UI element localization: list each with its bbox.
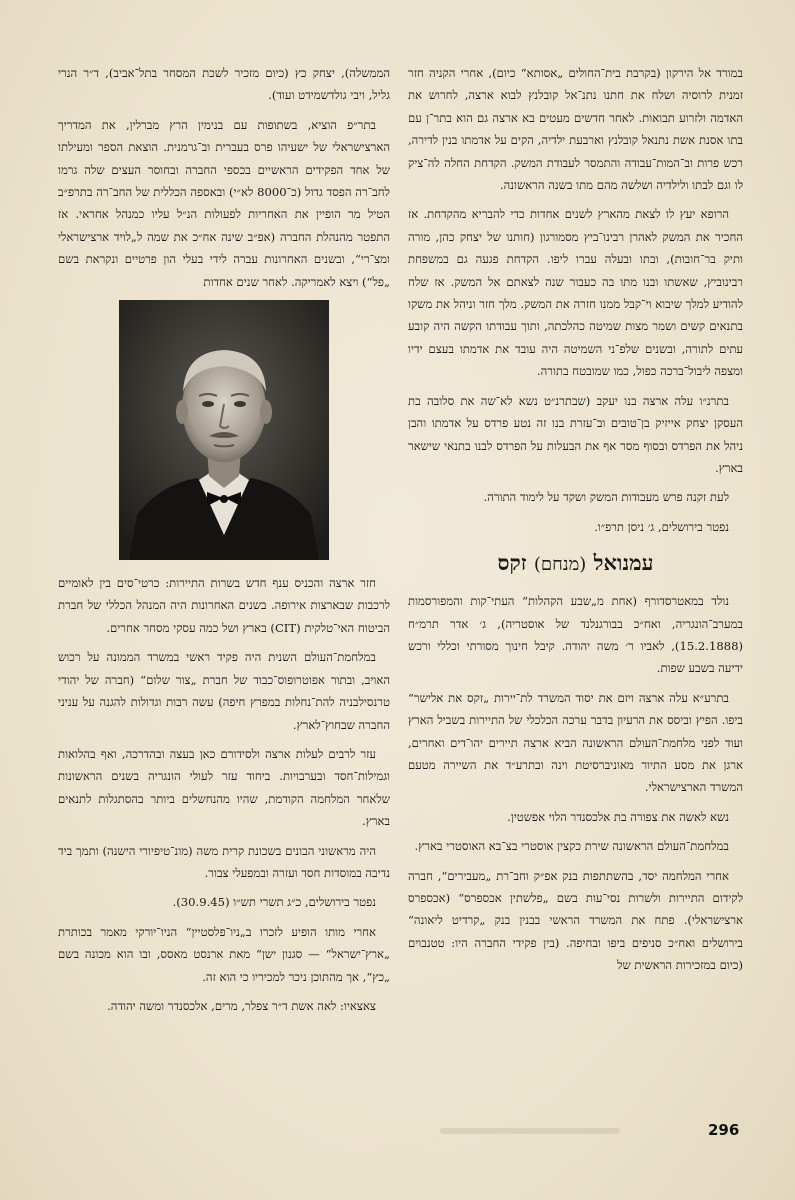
bio-surname: זקס xyxy=(497,550,527,576)
paragraph: הרופא יעץ לו לצאת מהארץ לשנים אחדות כדי להבריא מהקדחת. אז החכיר את המשק לאהרן רבינו־ביץ מסמורגון (חותנו של יצחק כהן, מורה ותיק בר־חובות), ובתו ובעלה עברו ליפו. הקדחת פגעה גם במשפחת רבינוביץ, שאשתו ובנו מתו בה כעבור שנה לצאתם אל המשק. אז שלח להודיע למלך שיבוא וי־קבל ממנו חזרה את המשק. מלך חזר וניהל את משקו בתנאים קשים ושמר מצות שמיטה כהלכתה, ותוך עבודתו הקשה היה קובע עתים לתורה, ובשנים שלפ־ני השמיטה היה עובד את אדמתו בעצם ידיו ומצפה ליבול־ברכה כפול, כמו שמובטח בתורה. xyxy=(408,207,743,379)
paragraph: במורד אל הירקון (בקרבת בית־החולים „אסותא“ כיום), אחרי הקניה חזר זמנית לרוסיה ושלח את חתנו נתנ־אל קובלנץ לבוא ארצה, לחרוש את האדמה ולזרוע תבואות. לאחר חדשים מעטים בא ארצה גם הוא בתר־ן עם בתו אסנת אשת נתנאל קובלנץ וארבעת ילדיה, הקים על אדמתו בנין לדירה, רכש פרות וב־המות־עבודה והתמסר לעבודת המשק. הקדחת החלה לה־ציק לו וגם לבתו ולילדיה ושלשה מהם מתו בשנה הראשונה. xyxy=(408,66,743,193)
paragraph: במלחמת־העולם הראשונה שירת כקצין אוסטרי בצ־בא האוסטרי בארץ. xyxy=(414,839,729,854)
paragraph: צאצאיו: לאה אשת ד״ר צפלר, מרים, אלכסנדר ומשה יהודה. xyxy=(107,998,376,1013)
bio-first-name: עמנואל xyxy=(593,550,654,576)
paragraph: נולד במאטרסדורף (אחת מ„שבע הקהלות“ העתי־קות והמפורסמות במערב־הונגריה, ואח״כ בבורגנלנד של אוסטריה), ג׳ אדר תרמ״ח (15.2.1888), לאביו ר׳ משה יהודה. קיבל חינוך מסורתי וכללי ורכש ידיעה בשבע שפות. xyxy=(408,594,743,676)
biography-title xyxy=(408,548,743,580)
paragraph: הממשלה), יצחק כץ (כיום מזכיר לשכת המסחר בתל־אביב), ד״ר הנרי גליל, ויבי גולדשמידט ועוד). xyxy=(58,66,390,103)
paragraph: נפטר בירושלים, ג׳ ניסן תרפ״ו. xyxy=(594,519,729,534)
paragraph: היה מראשוני הבונים בשכונת קרית משה (מונ־טיפיורי הישנה) ותמך ביד נדיבה במוסדות חסד ועזרה ובמפעלי צבור. xyxy=(58,843,390,880)
bio-alt-name: (מנחם) xyxy=(533,554,587,576)
ink-smudge xyxy=(440,1128,620,1134)
paragraph: בתרע״א עלה ארצה ויזם את יסוד המשרד לת־יירות „זקס את אלישר“ ביפו. הפיץ וביסס את הרעיון בדבר ערכה הכלכלי של התיירות בשביל הארץ ועוד לפני מלחמת־העולם הראשונה הביא ארצה תיירים יהו־דים ואחרים, ארגן את מסע התיור מאוניברסיטת וינה ובתרע״ד את השיירה מטעם המשרד הארצישראלי. xyxy=(408,690,743,795)
portrait-photo xyxy=(119,300,329,560)
left-column xyxy=(58,62,390,1102)
page-number: 296 xyxy=(708,1121,740,1139)
paragraph: בתר״פ הוציא, בשתופות עם בנימין הרץ מברלין, את המדריך הארצישראלי של ישעיהו פרס בעברית וב־גרמנית. הוצאת הספר ומעילתו של אחד הפקידים הראשיים בכספי החברה ובחוסר העצים שלה גרמו לחב־רה הפסד גדול (כ־8000 לא״י) ובאספה הכללית של החב־רה בתרפ״ב הטיל מר הופיין את האחריות לפעולות הנ״ל עליו כמנהל אחראי. אז התפטר מהנהלת החברה (אפ״ב שינה אח״כ את שמה ל„לויד ארצישראלי ומצ־רי“, ובשנים האחרונות עברה לידי בעלי הון פרטיים ונקראת בשם „פל“) ויצא לאמריקה. לאחר שנים אחדות xyxy=(58,117,390,289)
right-column xyxy=(408,62,743,1102)
paragraph: במלחמת־העולם השנית היה פקיד ראשי במשרד הממונה על רכוש האויב, ובתור אפוטרופוס־כבוד של חברת „צור שלום“ (חברה של יהודי טרנסילבניה להת־נחלות במפרץ חיפה) עשה רבות וגדולות להגנה על עניני החברה שבחוץ־לארץ. xyxy=(58,650,390,732)
paragraph: נשא לאשה את צפורה בת אלכסנדר הלוי אפשטין. xyxy=(507,809,729,824)
paragraph: חזר ארצה והכניס ענף חדש בשרות התיירות: כרטי־סים בין לאומיים לרכבות שבארצות אירופה. בשנים האחרונות היה המנהל הכללי של חברת הביטוח האי־טלקית (CIT) בארץ ושל כמה עסקי מסחר אחרים. xyxy=(58,576,390,635)
paragraph: אחרי המלחמה יסד, בהשתתפות בנק אפ״ק וחב־רת „מעבירים“, חברה לקידום התיירות ולשרות נסי־עות בשם „פלשתין אכספרס“ (אכספרס ארצישראלי). פתח את המשרד הראשי בבנין בנק „קרדיט ליאונה“ בירושלים ואח״כ סניפים ביפו ובחיפה. (בין פקידי החברה היו: טטנבוים (כיום במזכירות הראשית של xyxy=(408,868,743,973)
paragraph: לעת זקנה פרש מעבודות המשק ושקד על לימוד התורה. xyxy=(483,490,729,505)
paragraph: עזר לרבים לעלות ארצה ולסידורם כאן בעצה ובהדרכה, ואף בהלואות וגמילות־חסד ובערבויות. ביחוד עזר לעולי הונגריה בשנים הראשונות שלאחר המלחמה הקודמת, שהיו מהנחשלים ביותר בהסתגלות לתנאים בארץ. xyxy=(58,746,390,829)
paragraph: בתרנ״ו עלה ארצה בנו יעקב (שבתרנ״ט נשא לא־שה את סלובה בת העסקן יצחק אייזיק בן־טובים וב־עזרת בנו זה נטע פרדס על אדמתו והבן ניהל את הפרדס ובסוף מסר אף את הבעלות על הפרדס לבנו בתנאי שישאר בארץ. xyxy=(408,393,743,475)
paragraph: אחרי מותו הופיע לזכרו ב„ניו־פלסטיין“ הניו־יורקי מאמר בכותרת „ארץ־ישראל“ — סגנון ישן“ מאת ארנסט מאסס, ובו הוא מכונה בשם „כץ“, אך מהתוכן ניכר למכיריו כי הוא זה. xyxy=(58,924,390,984)
paragraph: נפטר בירושלים, כ״ג תשרי תש״ו (30.9.45). xyxy=(172,895,376,910)
